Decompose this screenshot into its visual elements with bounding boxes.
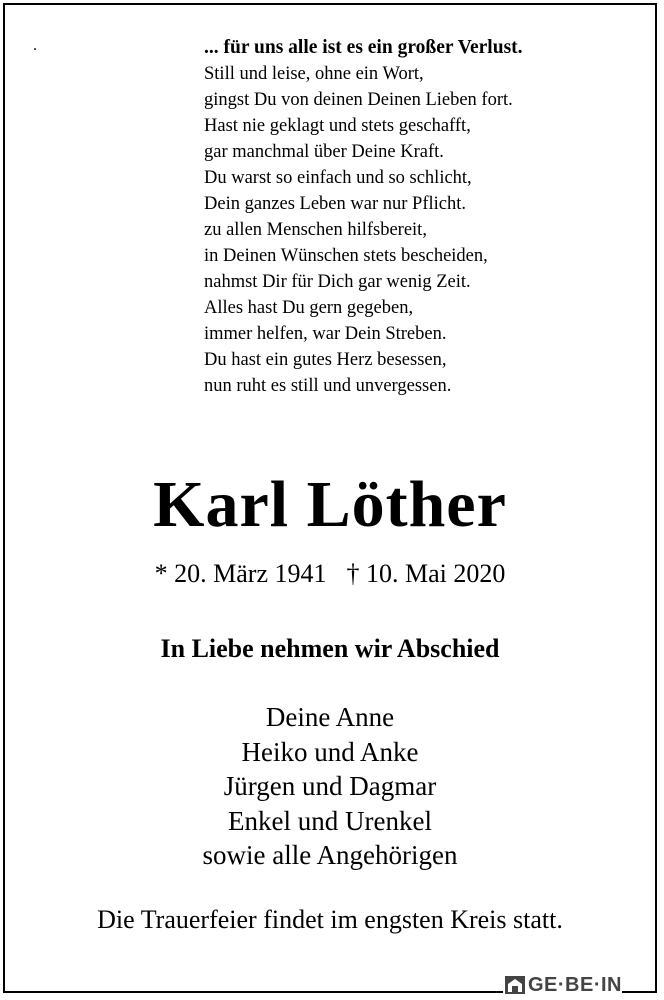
poem-line: immer helfen, war Dein Streben.: [204, 324, 447, 344]
death-date: † 10. Mai 2020: [346, 559, 506, 588]
poem-line: Du warst so einfach und so schlicht,: [204, 168, 472, 188]
poem-line: nahmst Dir für Dich gar wenig Zeit.: [204, 272, 471, 292]
mourner-item: Heiko und Anke: [241, 736, 419, 767]
poem-line: in Deinen Wünschen stets bescheiden,: [204, 246, 488, 266]
ge-be-in-logo-icon: [505, 976, 525, 994]
poem: [204, 35, 624, 399]
poem-heading: ... für uns alle ist es ein großer Verlust.: [204, 37, 523, 58]
mourner-item: Enkel und Urenkel: [228, 805, 432, 836]
poem-line: zu allen Menschen hilfsbereit,: [204, 220, 427, 240]
mourners-list: [0, 700, 660, 873]
life-dates: [0, 558, 660, 590]
birth-date: * 20. März 1941: [154, 559, 327, 588]
poem-line: gar manchmal über Deine Kraft.: [204, 142, 444, 162]
logo-text: GE·BE·IN: [528, 974, 622, 996]
poem-line: Dein ganzes Leben war nur Pflicht.: [204, 194, 466, 214]
farewell-heading: In Liebe nehmen wir Abschied: [160, 634, 500, 663]
poem-line: Alles hast Du gern gegeben,: [204, 298, 414, 318]
mourner-item: Jürgen und Dagmar: [223, 771, 437, 801]
poem-line: nun ruht es still und unvergessen.: [204, 376, 452, 396]
poem-line: Still und leise, ohne ein Wort,: [204, 64, 424, 84]
poem-line: Du hast ein gutes Herz besessen,: [204, 350, 447, 370]
corner-marker: .: [33, 37, 37, 54]
mourner-item: sowie alle Angehörigen: [202, 840, 458, 870]
publisher-logo: [503, 974, 622, 996]
deceased-name: Karl Löther: [153, 468, 507, 541]
poem-line: gingst Du von deinen Deinen Lieben fort.: [204, 90, 513, 110]
funeral-notice: Die Trauerfeier findet im engsten Kreis statt.: [97, 905, 563, 934]
mourner-item: Deine Anne: [265, 702, 395, 732]
poem-line: Hast nie geklagt und stets geschafft,: [204, 116, 471, 136]
